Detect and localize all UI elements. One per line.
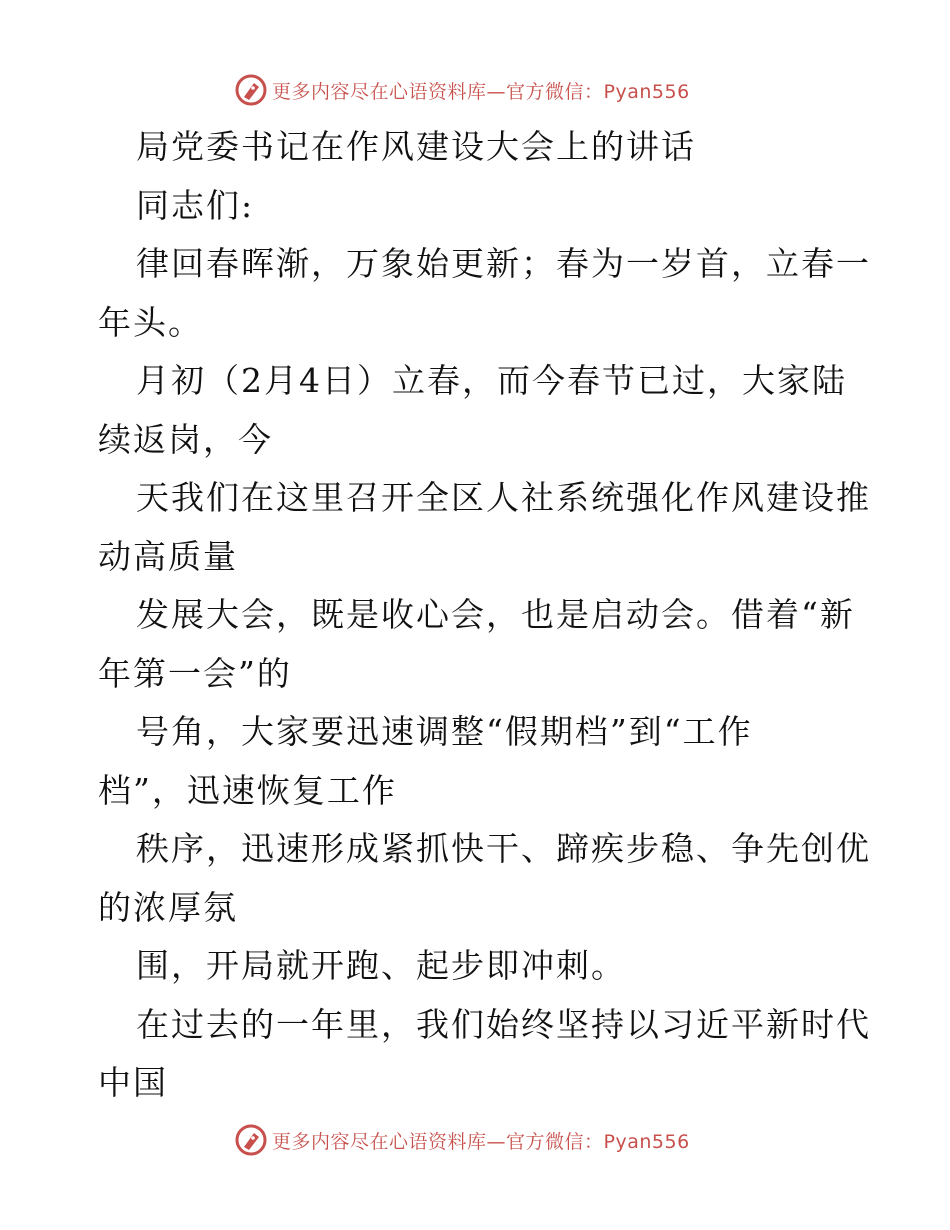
document-body — [98, 118, 871, 1113]
text-line: 档”，迅速恢复工作 — [98, 770, 397, 810]
text-line: 天我们在这里召开全区人社系统强化作风建设推 — [136, 478, 871, 517]
text-line: 局党委书记在作风建设大会上的讲话 — [136, 127, 696, 166]
text-line: 律回春晖渐，万象始更新；春为一岁首，立春一 — [136, 244, 871, 283]
text-line: 在过去的一年里，我们始终坚持以习近平新时代 — [136, 1004, 871, 1044]
watermark-text: 更多内容尽在心语资料库—官方微信：Pyan556 — [272, 1130, 690, 1153]
pen-nib-circle-icon — [234, 73, 268, 107]
pen-nib-circle-icon — [234, 1123, 268, 1157]
text-line: 月初（2月4日）立春，而今春节已过，大家陆 — [136, 361, 847, 400]
footer-watermark — [234, 1122, 690, 1158]
text-line: 围，开局就开跑、起步即冲刺。 — [136, 946, 626, 985]
text-line: 发展大会，既是收心会，也是启动会。借着“新 — [136, 595, 855, 634]
text-line: 秩序，迅速形成紧抓快干、蹄疾步稳、争先创优 — [136, 829, 871, 868]
text-line: 同志们: — [136, 185, 255, 225]
header-watermark — [234, 72, 690, 108]
watermark-text: 更多内容尽在心语资料库—官方微信：Pyan556 — [272, 80, 690, 103]
text-line: 续返岗，今 — [98, 419, 273, 459]
text-line: 的浓厚氛 — [98, 887, 238, 927]
text-line: 号角，大家要迅速调整“假期档”到“工作 — [136, 712, 753, 751]
text-line: 年第一会”的 — [98, 653, 292, 693]
text-line: 中国 — [98, 1063, 168, 1102]
text-line: 年头。 — [98, 302, 203, 342]
text-line: 动高质量 — [98, 536, 238, 576]
